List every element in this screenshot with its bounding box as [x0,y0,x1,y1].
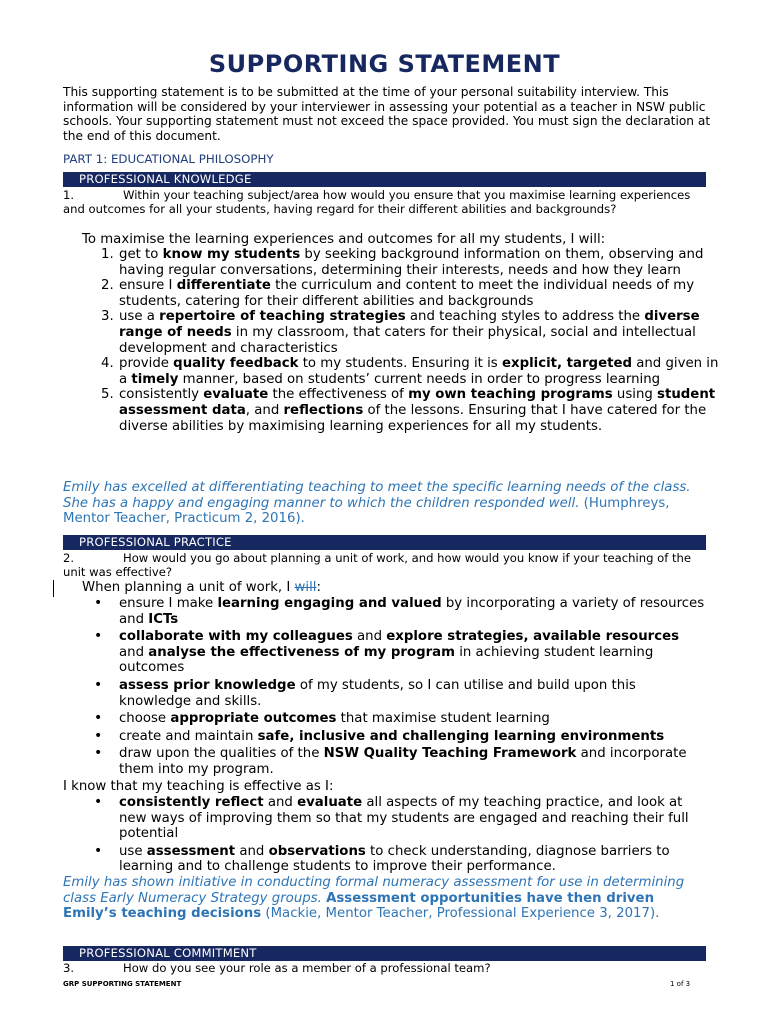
question-number: 3. [63,961,75,975]
question-1 [63,189,713,216]
section-heading-professional-practice: PROFESSIONAL PRACTICE [63,535,706,550]
list-item: • create and maintain safe, inclusive and challenging learning environments [94,727,665,744]
list-item: • collaborate with my colleagues and explore strategies, available resources and analyse the effectiveness of my program in achieving student learning outcomes [94,628,680,676]
footer-document-name: GRP SUPPORTING STATEMENT [63,980,182,988]
list-item: • choose appropriate outcomes that maximise student learning [94,710,550,727]
mentor-quote-2: Emily has shown initiative in conducting formal numeracy assessment for use in determining class Early Numeracy Strategy groups. Assessment opportunities have then driven Emily’s teaching decisions (Mackie, Mentor Teacher, Professional Experience 3, 2017). [63,875,685,922]
list-item: 1. get to know my students by seeking background information on them, observing and having regular conversations, determining their interests, needs and how they learn [101,247,704,278]
mentor-quote-1: Emily has excelled at differentiating teaching to meet the specific learning needs of the class. She has a happy and engaging manner to which the children responded well. (Humphreys, Mentor Teacher, Practicum 2, 2016). [63,480,691,527]
list-item: 5. consistently evaluate the effectiveness of my own teaching programs using student assessment data, and reflections of the lessons. Ensuring that I have catered for the diverse abilities by maximising learning experiences for all my students. [101,387,716,434]
question-2 [63,552,713,579]
question-text: How do you see your role as a member of a professional team? [123,961,491,975]
question-text: How would you go about planning a unit of work, and how would you know if your teaching of the unit was effective? [63,551,692,579]
list-item: 3. use a repertoire of teaching strategies and teaching styles to address the diverse range of needs in my classroom, that caters for their physical, social and intellectual development and characteristics [101,309,700,356]
question-3 [63,962,713,976]
list-item: 2. ensure I differentiate the curriculum and content to meet the individual needs of my students, catering for their different abilities and backgrounds [101,278,695,309]
intro-paragraph: This supporting statement is to be submitted at the time of your personal suitability interview. This information will be considered by your interviewer in assessing your potential as a teacher in NSW public schools. Your supporting statement must not exceed the space provided. You must sign the declaration at the end of this document. [63,85,711,143]
question-number: 1. [63,188,75,202]
answer-bullets-2 [90,596,705,778]
answer-bullets-2b [90,795,705,875]
section-heading-professional-commitment: PROFESSIONAL COMMITMENT [63,946,706,961]
deleted-text: will [294,580,317,595]
list-item: • consistently reflect and evaluate all aspects of my teaching practice, and look at new ways of improving them so that my students are engaged and reaching their full potential [94,794,689,842]
list-item: 4. provide quality feedback to my students. Ensuring it is explicit, targeted and given in a timely manner, based on students’ current needs in order to progress learning [101,356,719,387]
page-title: SUPPORTING STATEMENT [208,50,561,78]
answer-list-1 [101,247,726,434]
answer-lead: When planning a unit of work, I will: [82,580,321,595]
list-item: • use assessment and observations to check understanding, diagnose barriers to learning and to challenge students to improve their performance. [94,842,670,875]
text-cursor [53,580,54,597]
list-item: • assess prior knowledge of my students, so I can utilise and build upon this knowledge and skills. [94,676,636,709]
question-number: 2. [63,551,75,565]
list-item: • ensure I make learning engaging and valued by incorporating a variety of resources and ICTs [94,595,705,627]
part-heading: PART 1: EDUCATIONAL PHILOSOPHY [63,152,274,166]
question-text: Within your teaching subject/area how would you ensure that you maximise learning experiences and outcomes for all your students, having regard for their different abilities and backgrounds? [63,188,691,216]
footer-page-number: 1 of 3 [670,980,691,988]
answer-lead: To maximise the learning experiences and outcomes for all my students, I will: [82,232,606,247]
section-heading-professional-knowledge: PROFESSIONAL KNOWLEDGE [63,172,706,187]
answer-lead-2: I know that my teaching is effective as I: [63,779,334,794]
list-item: • draw upon the qualities of the NSW Quality Teaching Framework and incorporate them into my program. [94,745,687,777]
